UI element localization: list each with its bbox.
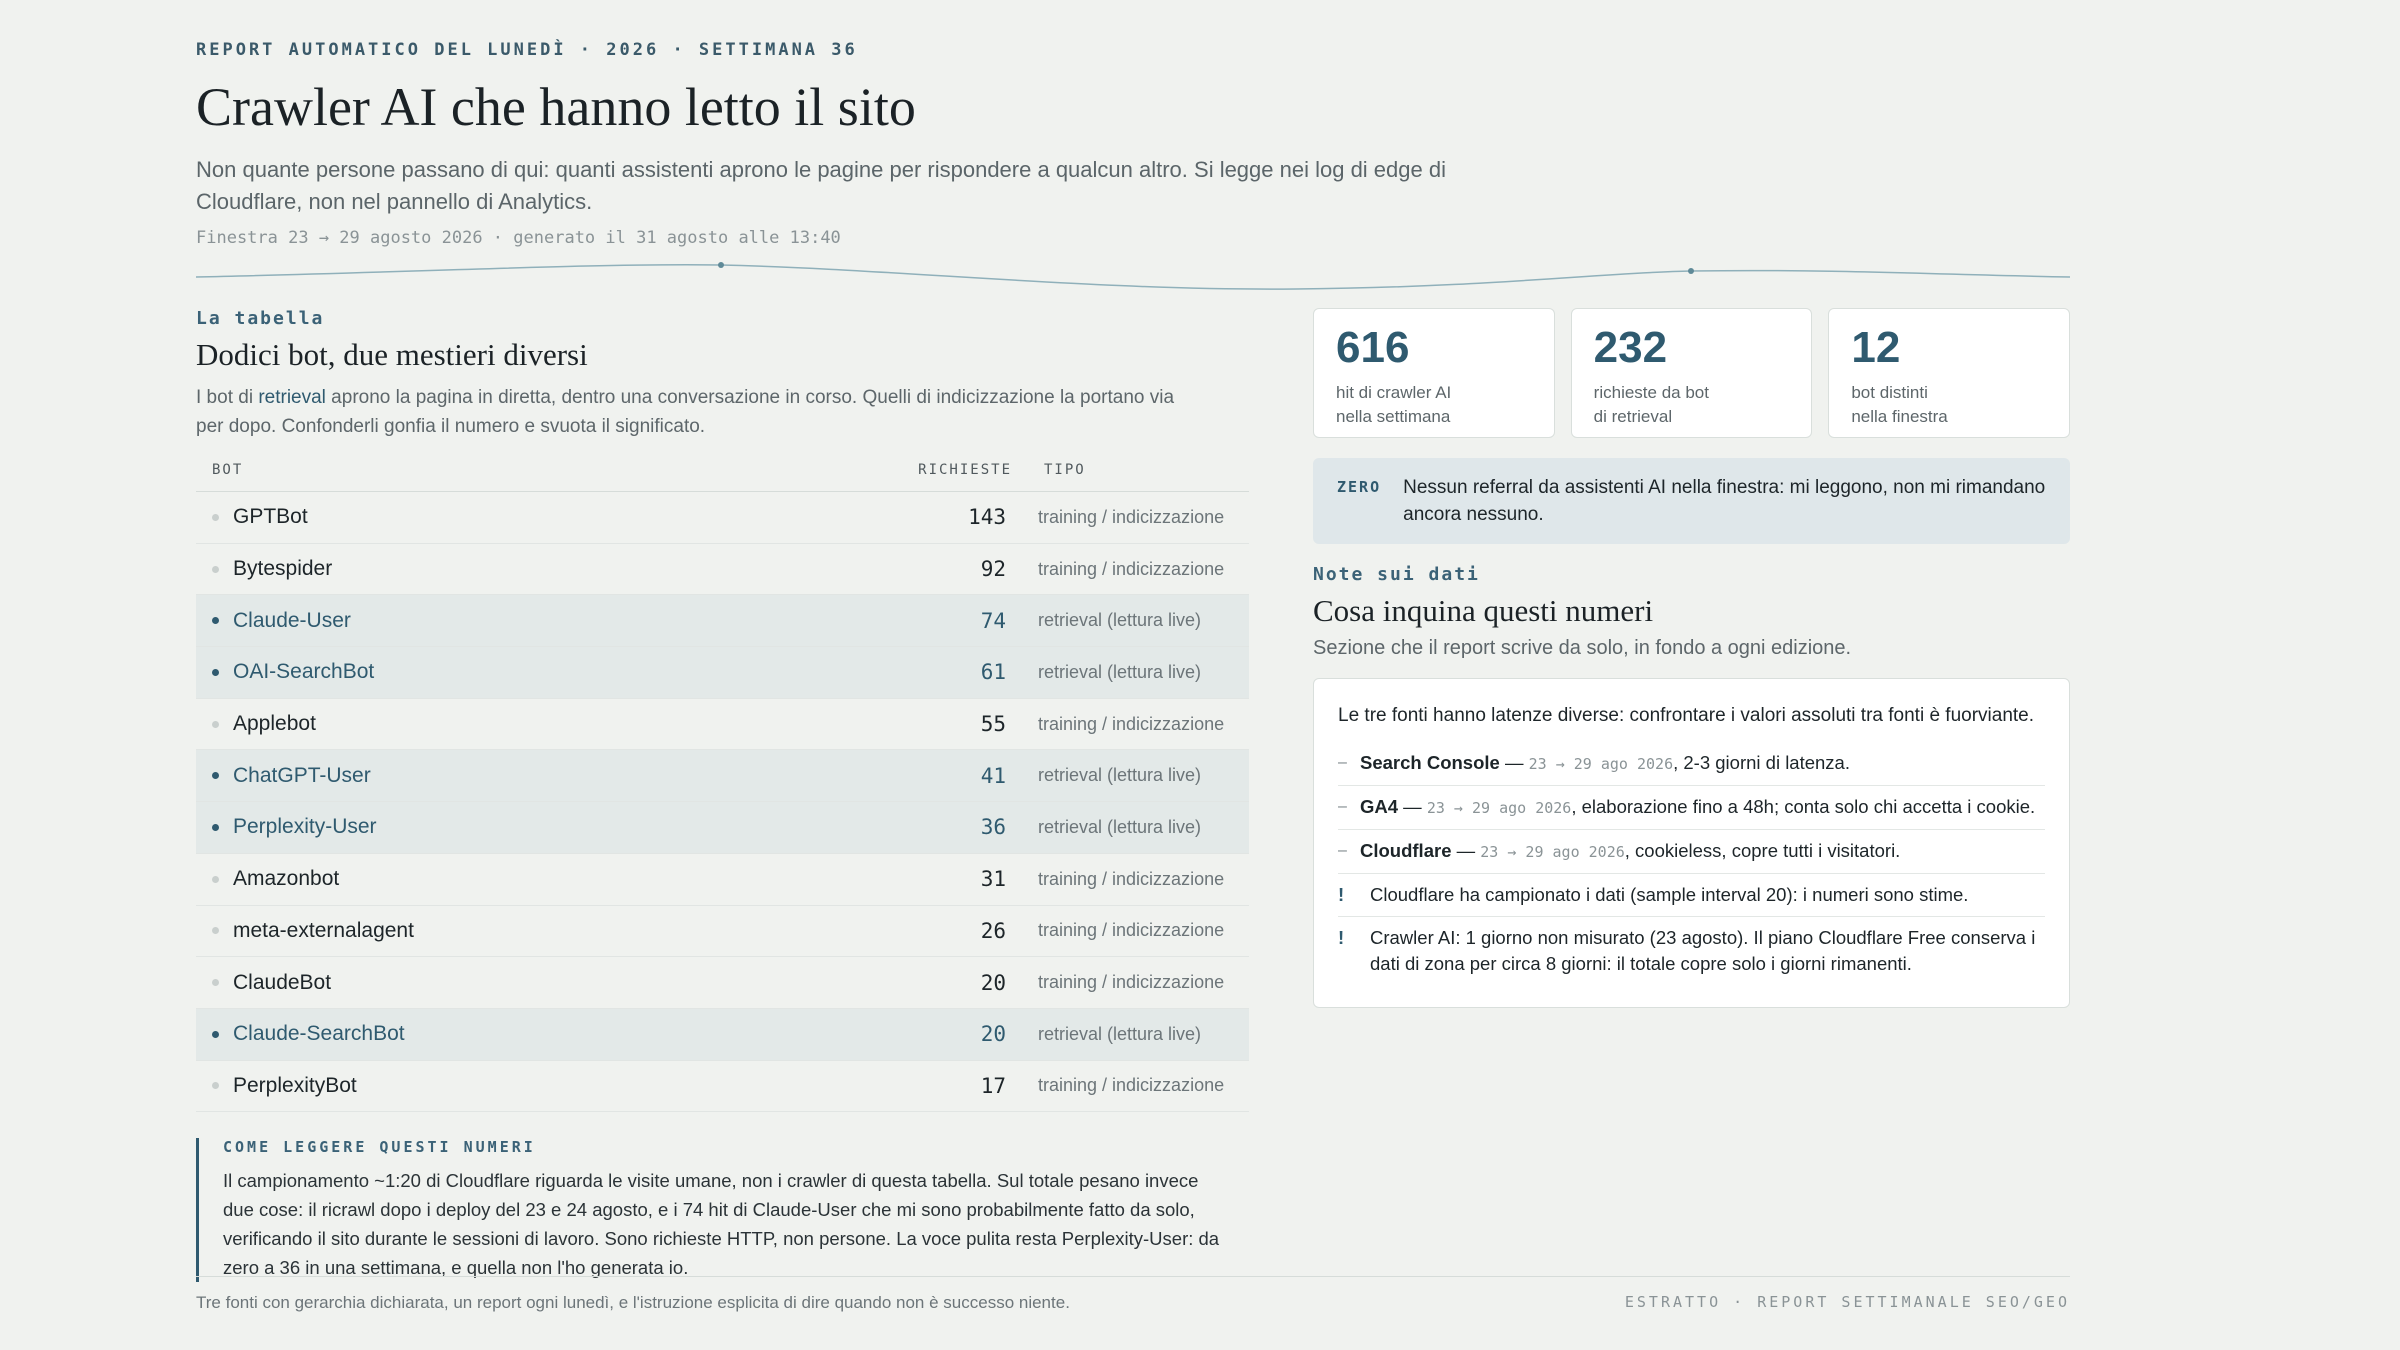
bot-requests: 17 xyxy=(980,1073,1006,1098)
bot-name: Perplexity-User xyxy=(233,815,377,839)
dash-icon: – xyxy=(1338,754,1347,771)
zero-referral-callout xyxy=(1313,458,2070,544)
dash-icon: – xyxy=(1338,798,1347,815)
bot-name: OAI-SearchBot xyxy=(233,660,375,684)
decorative-wave xyxy=(196,255,2070,295)
bot-name: Amazonbot xyxy=(233,867,340,891)
source-text: GA4 — 23 → 29 ago 2026, elaborazione fino a 48h; conta solo chi accetta i cookie. xyxy=(1360,796,2036,817)
table-row xyxy=(196,1009,1249,1061)
exclamation-icon: ! xyxy=(1338,927,1345,948)
footer-note: Tre fonti con gerarchia dichiarata, un report ogni lunedì, e l'istruzione esplicita di dire quando non è successo niente. xyxy=(196,1293,1070,1312)
time-window: Finestra 23 → 29 agosto 2026 · generato il 31 agosto alle 13:40 xyxy=(196,228,841,248)
source-text: Cloudflare — 23 → 29 ago 2026, cookieless, copre tutti i visitatori. xyxy=(1360,840,1901,861)
bot-kind-dot xyxy=(212,979,219,986)
source-detail: , elaborazione fino a 48h; conta solo chi accetta i cookie. xyxy=(1571,796,2036,817)
bot-type: training / indicizzazione xyxy=(1038,972,1225,993)
bot-requests: 61 xyxy=(980,660,1006,685)
bot-name: Bytespider xyxy=(233,557,333,581)
desc-text: I bot di xyxy=(196,387,259,408)
source-name: GA4 xyxy=(1360,796,1399,817)
warning-item xyxy=(1338,874,2045,917)
stat-value: 12 xyxy=(1851,323,1901,372)
stat-cards xyxy=(1313,308,2070,438)
table-row xyxy=(196,492,1249,544)
bot-kind-dot xyxy=(212,669,219,676)
bot-name: meta-externalagent xyxy=(233,918,414,942)
stat-label-line: richieste da bot xyxy=(1593,383,1709,402)
column-header-requests: RICHIESTE xyxy=(918,462,1012,478)
report-header xyxy=(196,40,1496,248)
bot-kind-dot xyxy=(212,721,219,728)
warning-text: Crawler AI: 1 giorno non misurato (23 agosto). Il piano Cloudflare Free conserva i dati di zona per circa 8 giorni: il totale copre solo i giorni rimanenti. xyxy=(1370,927,2036,974)
dash-icon: – xyxy=(1338,842,1347,859)
stat-label-line: di retrieval xyxy=(1593,407,1673,426)
desc-highlight: retrieval xyxy=(258,387,326,408)
bot-type: retrieval (lettura live) xyxy=(1038,1023,1202,1044)
source-item xyxy=(1338,830,2045,874)
table-body xyxy=(196,492,1249,1112)
bot-type: retrieval (lettura live) xyxy=(1038,610,1202,631)
bot-name: GPTBot xyxy=(233,505,308,529)
footer-label: ESTRATTO · REPORT SETTIMANALE SEO/GEO xyxy=(1624,1293,2070,1311)
wave-line xyxy=(196,265,2070,289)
bot-kind-dot xyxy=(212,824,219,831)
source-date: 23 → 29 ago 2026 xyxy=(1480,843,1625,861)
table-row xyxy=(196,544,1249,596)
bot-requests: 20 xyxy=(980,970,1006,995)
desc-text: aprono la pagina in diretta, dentro una conversazione in corso. Quelli di indicizzazione la portano via per dopo. Confonderli gonfia il numero e svuota il significato. xyxy=(196,387,1175,437)
bot-kind-dot xyxy=(212,514,219,521)
stat-card xyxy=(1571,308,1813,438)
column-header-type: TIPO xyxy=(1044,462,1086,478)
table-row xyxy=(196,1061,1249,1113)
bot-kind-dot xyxy=(212,772,219,779)
source-name: Cloudflare xyxy=(1360,840,1452,861)
source-item xyxy=(1338,786,2045,830)
bot-name: ClaudeBot xyxy=(233,970,332,994)
source-text: Search Console — 23 → 29 ago 2026, 2-3 giorni di latenza. xyxy=(1360,752,1850,773)
bot-type: training / indicizzazione xyxy=(1038,868,1225,889)
bot-requests: 20 xyxy=(980,1022,1006,1047)
notes-eyebrow: Note sui dati xyxy=(1313,564,1480,585)
bot-type: training / indicizzazione xyxy=(1038,558,1225,579)
bot-kind-dot xyxy=(212,876,219,883)
stat-label-line: hit di crawler AI xyxy=(1336,383,1452,402)
bot-kind-dot xyxy=(212,617,219,624)
section-title: Dodici bot, due mestieri diversi xyxy=(196,337,588,372)
bot-type: training / indicizzazione xyxy=(1038,920,1225,941)
source-date: 23 → 29 ago 2026 xyxy=(1426,799,1572,817)
zero-text: Nessun referral da assistenti AI nella finestra: mi leggono, non mi rimandano ancora nessuno. xyxy=(1403,477,2046,525)
bot-kind-dot xyxy=(212,1082,219,1089)
stat-label xyxy=(1336,381,1532,429)
source-item xyxy=(1338,742,2045,786)
table-row xyxy=(196,750,1249,802)
notes-title: Cosa inquina questi numeri xyxy=(1313,593,1654,628)
table-row xyxy=(196,802,1249,854)
source-list xyxy=(1338,742,2045,874)
wave-dot xyxy=(718,262,724,268)
wave-dot xyxy=(1688,268,1694,274)
table-row xyxy=(196,647,1249,699)
source-date: 23 → 29 ago 2026 xyxy=(1528,755,1674,773)
table-row xyxy=(196,699,1249,751)
bot-table xyxy=(196,449,1249,1112)
bot-name: Applebot xyxy=(233,712,316,736)
page-subtitle: Non quante persone passano di qui: quanti assistenti aprono le pagine per rispondere a qualcun altro. Si legge nei log di edge di Cloudflare, non nel pannello di Analytics. xyxy=(196,157,1446,214)
column-header-bot: BOT xyxy=(212,462,244,478)
bot-requests: 143 xyxy=(968,505,1006,530)
stat-value: 232 xyxy=(1593,323,1668,372)
table-row xyxy=(196,906,1249,958)
bot-name: Claude-User xyxy=(233,608,351,632)
source-detail: , 2-3 giorni di latenza. xyxy=(1673,752,1850,773)
bot-name: PerplexityBot xyxy=(233,1073,357,1097)
bot-requests: 74 xyxy=(980,608,1006,633)
stat-card xyxy=(1828,308,2070,438)
how-to-read-body: Il campionamento ~1:20 di Cloudflare riguarda le visite umane, non i crawler di questa tabella. Sul totale pesano invece due cose: il ricrawl dopo i deploy del 23 e 24 agosto, e i 74 hit di Claude-User che mi sono probabilmente fatto da solo, verificando il sito durante le sessioni di lavoro. Sono richieste HTTP, non persone. La voce pulita resta Perplexity-User: da zero a 36 in una settimana, e quella non l'ho generata io. xyxy=(223,1170,1220,1279)
source-name: Search Console xyxy=(1360,752,1500,773)
stat-label-line: nella finestra xyxy=(1851,407,1948,426)
how-to-read-label: COME LEGGERE QUESTI NUMERI xyxy=(223,1138,536,1157)
table-section xyxy=(196,308,1249,1282)
exclamation-icon: ! xyxy=(1338,884,1345,905)
report-kicker: REPORT AUTOMATICO DEL LUNEDÌ · 2026 · SETTIMANA 36 xyxy=(196,40,858,60)
bot-name: Claude-SearchBot xyxy=(233,1022,405,1046)
section-eyebrow: La tabella xyxy=(196,308,325,329)
warning-text: Cloudflare ha campionato i dati (sample interval 20): i numeri sono stime. xyxy=(1370,884,1969,905)
notes-card xyxy=(1313,678,2070,1008)
zero-tag: ZERO xyxy=(1337,478,1382,496)
bot-kind-dot xyxy=(212,927,219,934)
source-detail: , cookieless, copre tutti i visitatori. xyxy=(1624,840,1901,861)
table-header xyxy=(196,449,1249,492)
bot-requests: 55 xyxy=(980,712,1006,737)
notes-subtitle: Sezione che il report scrive da solo, in fondo a ogni edizione. xyxy=(1313,637,1852,659)
stat-value: 616 xyxy=(1336,323,1410,372)
bot-name: ChatGPT-User xyxy=(233,763,371,787)
bot-requests: 92 xyxy=(980,557,1006,582)
summary-column xyxy=(1313,308,2070,1008)
table-row xyxy=(196,595,1249,647)
bot-type: training / indicizzazione xyxy=(1038,713,1225,734)
how-to-read-box xyxy=(196,1138,1223,1282)
table-row xyxy=(196,854,1249,906)
warning-list xyxy=(1338,874,2045,985)
warning-item xyxy=(1338,917,2045,985)
stat-label xyxy=(1851,381,2047,429)
bot-requests: 41 xyxy=(980,763,1006,788)
page-footer xyxy=(196,1276,2070,1313)
stat-label-line: nella settimana xyxy=(1336,407,1451,426)
notes-intro: Le tre fonti hanno latenze diverse: confrontare i valori assoluti tra fonti è fuorviante. xyxy=(1338,705,2035,726)
bot-type: training / indicizzazione xyxy=(1038,1075,1225,1096)
bot-type: retrieval (lettura live) xyxy=(1038,765,1202,786)
data-notes-section xyxy=(1313,564,2070,1008)
bot-type: training / indicizzazione xyxy=(1038,506,1225,527)
stat-card xyxy=(1313,308,1555,438)
stat-label-line: bot distinti xyxy=(1851,383,1928,402)
bot-type: retrieval (lettura live) xyxy=(1038,816,1202,837)
page-title: Crawler AI che hanno letto il sito xyxy=(196,77,916,137)
bot-kind-dot xyxy=(212,1031,219,1038)
bot-requests: 36 xyxy=(980,815,1006,840)
stat-label xyxy=(1594,381,1790,429)
table-row xyxy=(196,957,1249,1009)
section-description xyxy=(196,383,1196,441)
bot-requests: 26 xyxy=(980,918,1006,943)
bot-requests: 31 xyxy=(980,867,1006,892)
bot-type: retrieval (lettura live) xyxy=(1038,661,1202,682)
bot-kind-dot xyxy=(212,566,219,573)
